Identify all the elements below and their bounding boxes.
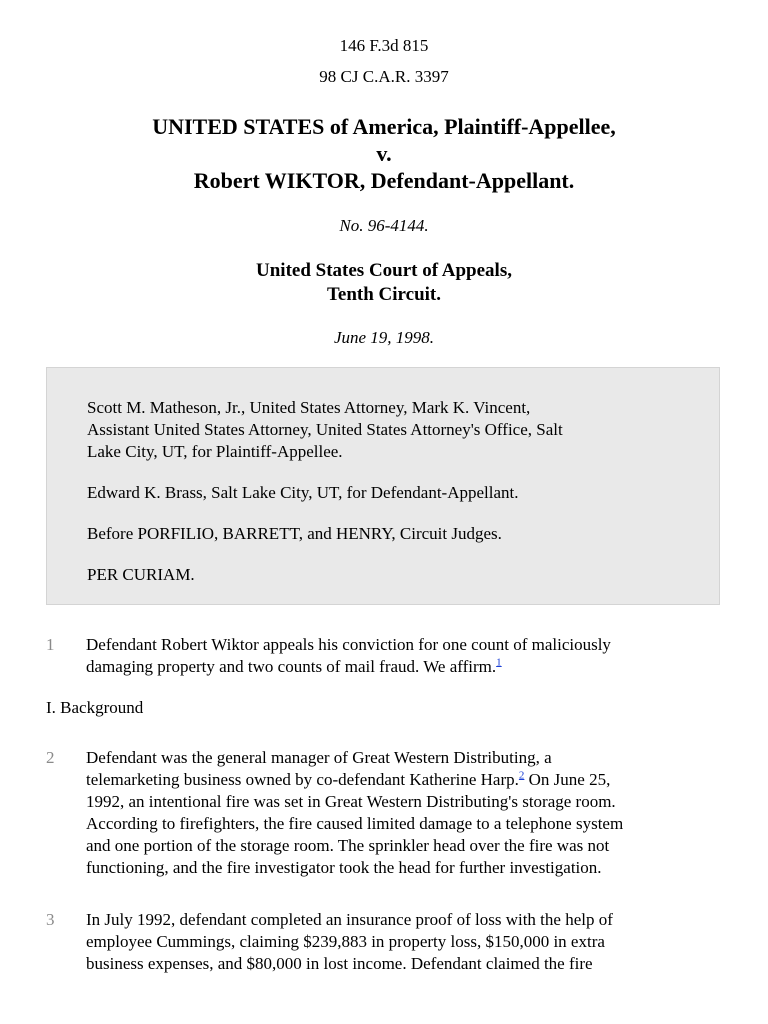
paragraph-line: business expenses, and $80,000 in lost income. Defendant claimed the fire [86,954,593,973]
paragraph-line: Defendant Robert Wiktor appeals his conviction for one count of maliciously [86,635,611,654]
paragraph-line: and one portion of the storage room. The sprinkler head over the fire was not [86,836,610,855]
plaintiff-counsel [87,397,677,463]
plaintiff-counsel-line: Lake City, UT, for Plaintiff-Appellee. [87,442,343,461]
paragraph-line-text: damaging property and two counts of mail fraud. We affirm. [86,657,497,676]
defendant-counsel: Edward K. Brass, Salt Lake City, UT, for Defendant-Appellant. [87,483,519,502]
caption-plaintiff: UNITED STATES of America, Plaintiff-Appellee, [152,114,616,139]
paragraph-line [86,656,720,678]
paragraph-2 [86,747,720,879]
case-caption [0,113,768,194]
paragraph-line: 1992, an intentional fire was set in Great Western Distributing's storage room. [86,792,616,811]
paragraph-line: According to firefighters, the fire caused limited damage to a telephone system [86,814,624,833]
counsel-box [46,367,720,605]
per-curiam: PER CURIAM. [87,565,195,584]
footnote-link-1[interactable]: 1 [496,656,502,669]
section-heading-background: I. Background [46,698,144,717]
reporter-citation: 146 F.3d 815 [339,36,429,55]
footnote-link-2[interactable]: 2 [518,769,525,782]
paragraph-line [86,769,720,791]
paragraph-line-text: telemarketing business owned by co-defendant Katherine Harp. [86,770,519,789]
paragraph-1 [86,634,720,678]
paragraph-line: functioning, and the fire investigator took the head for further investigation. [86,858,602,877]
paragraph-3 [86,909,720,975]
plaintiff-counsel-line: Assistant United States Attorney, United States Attorney's Office, Salt [87,420,563,439]
paragraph-line: In July 1992, defendant completed an insurance proof of loss with the help of [86,910,613,929]
plaintiff-counsel-line: Scott M. Matheson, Jr., United States Attorney, Mark K. Vincent, [87,398,531,417]
paragraph-number: 3 [46,910,55,929]
court-name-line1: United States Court of Appeals, [256,260,512,281]
caption-versus: v. [376,141,392,166]
decision-date: June 19, 1998. [333,328,435,347]
paragraph-number: 2 [46,748,55,767]
secondary-citation: 98 CJ C.A.R. 3397 [319,67,449,86]
paragraph-line: employee Cummings, claiming $239,883 in property loss, $150,000 in extra [86,932,605,951]
paragraph-line: Defendant was the general manager of Great Western Distributing, a [86,748,552,767]
docket-number: No. 96-4144. [339,216,429,235]
caption-defendant: Robert WIKTOR, Defendant-Appellant. [193,168,575,193]
court-name-line2: Tenth Circuit. [326,284,442,305]
paragraph-line-text: On June 25, [524,770,611,789]
paragraph-number: 1 [46,635,55,654]
panel-judges: Before PORFILIO, BARRETT, and HENRY, Circuit Judges. [87,524,502,543]
court-name [0,259,768,307]
